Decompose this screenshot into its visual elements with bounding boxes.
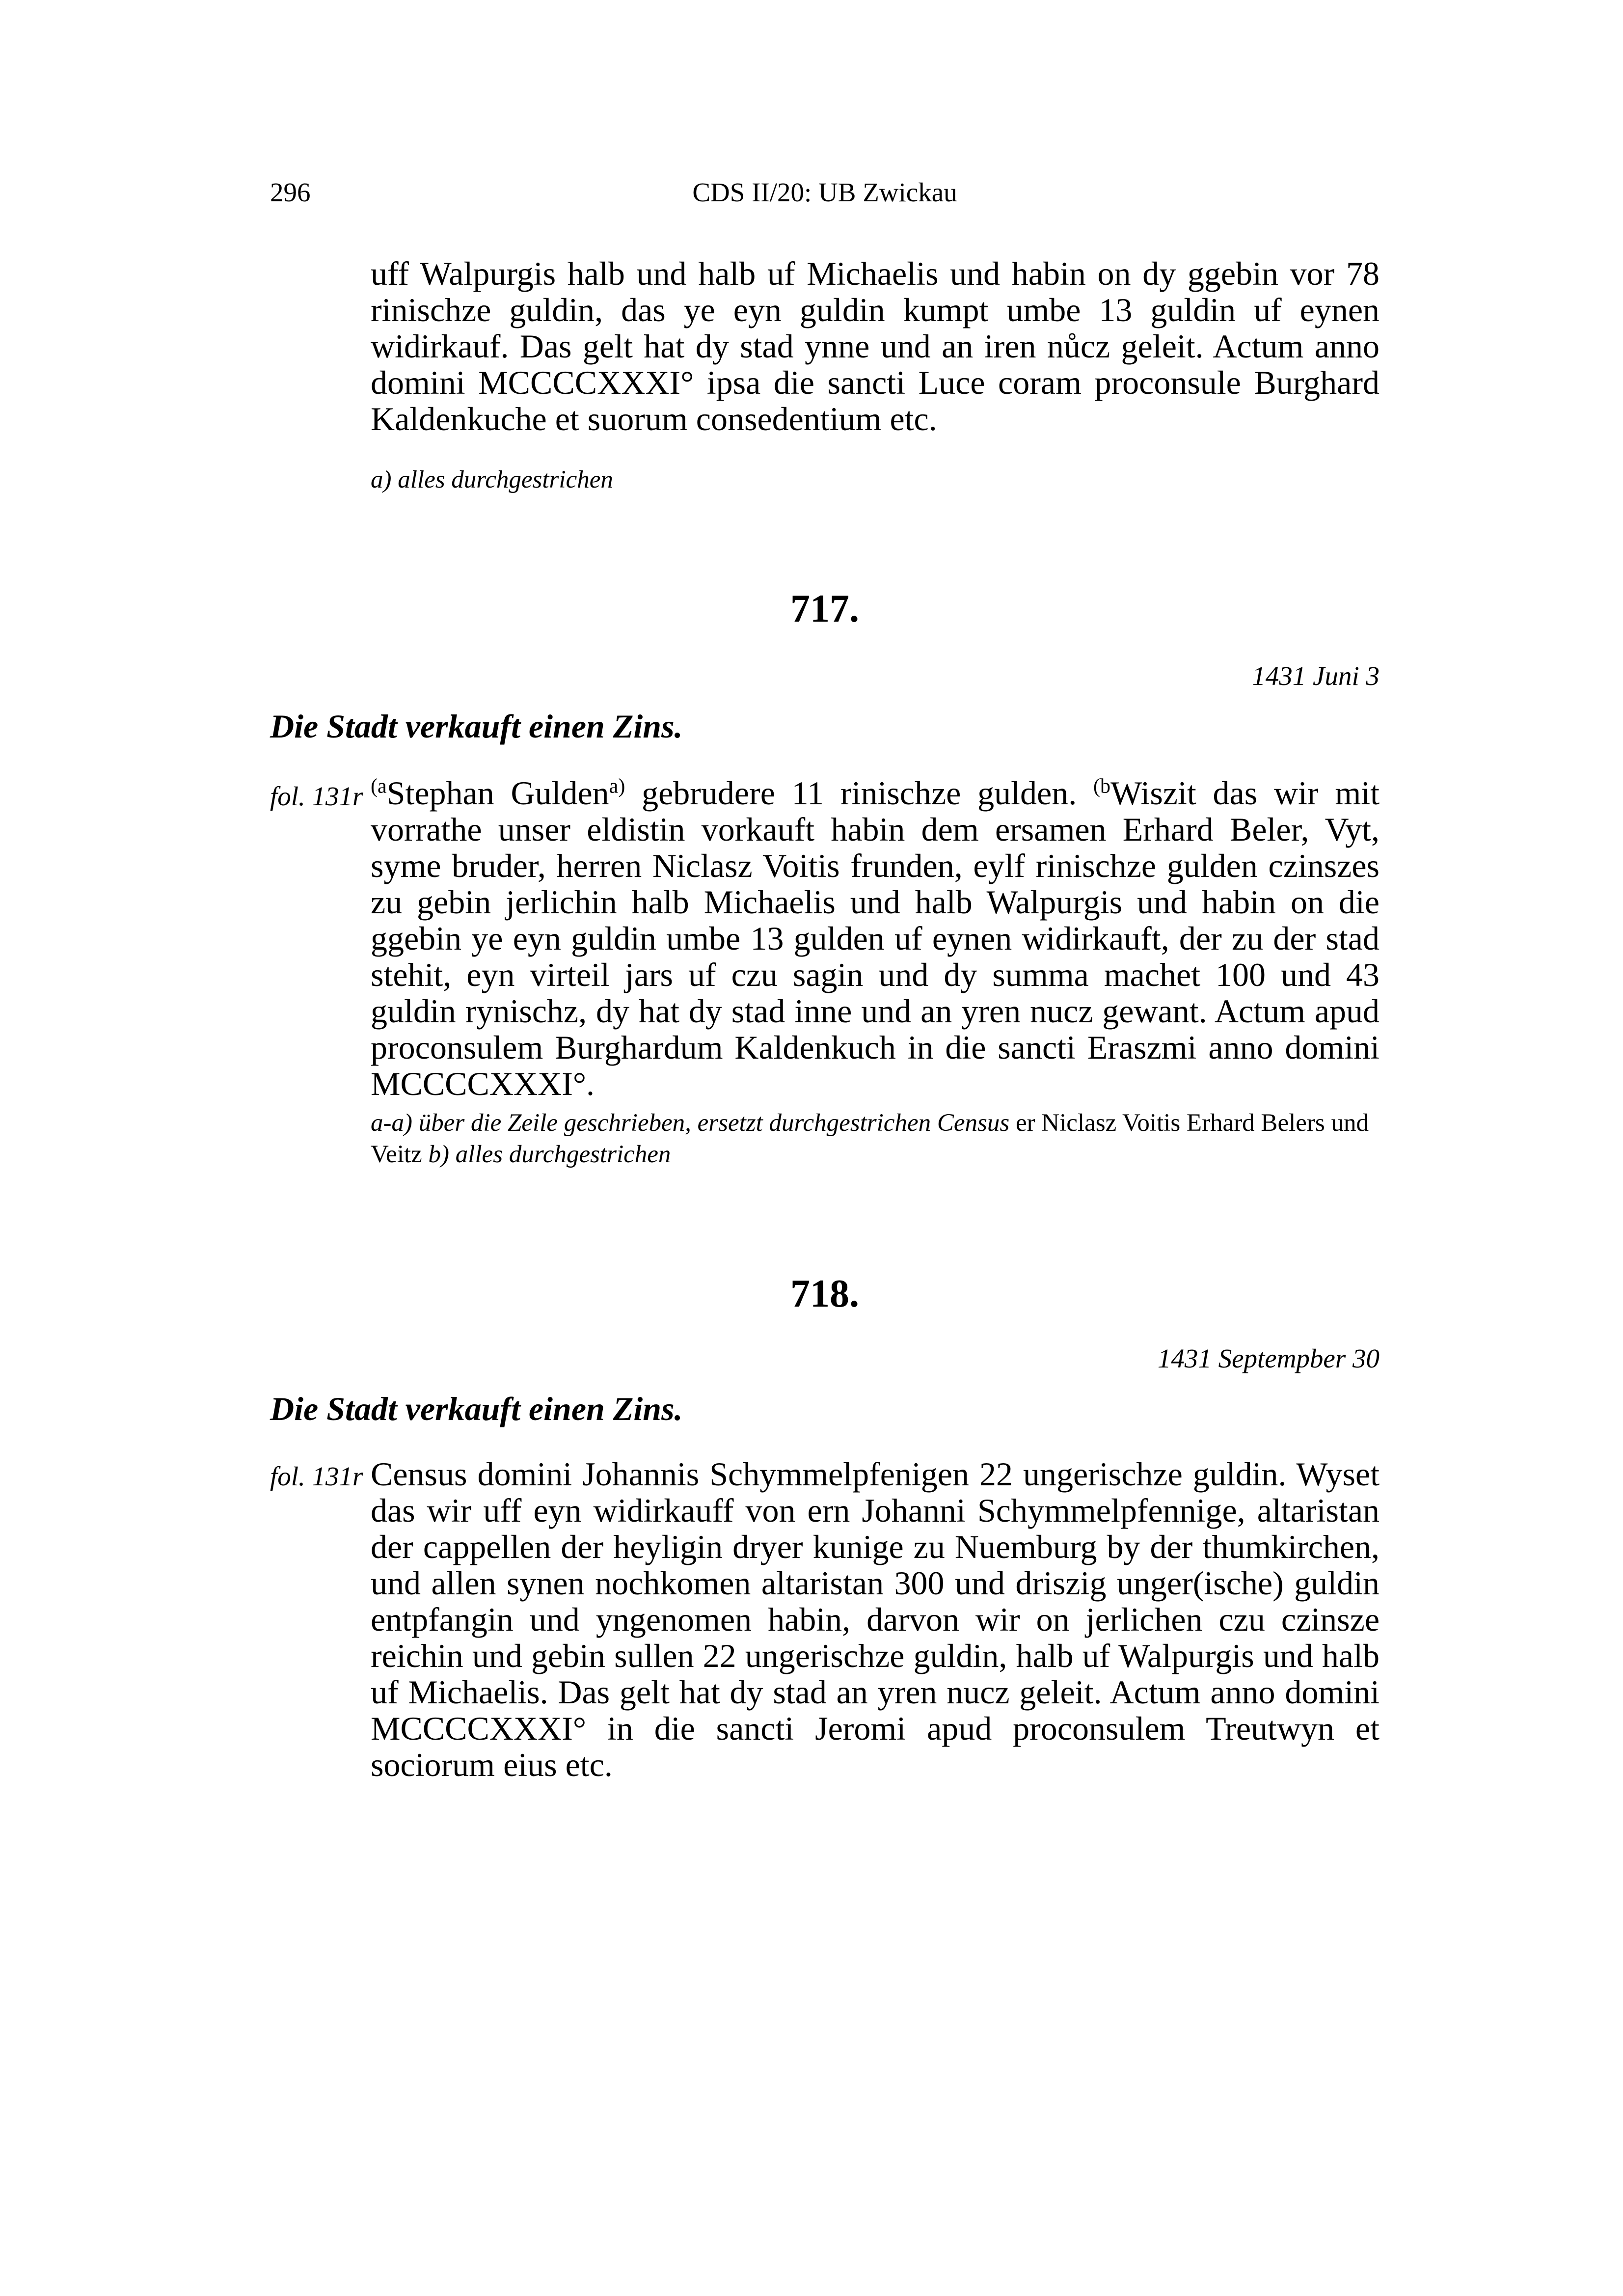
folio-reference-718: fol. 131r — [270, 1461, 363, 1491]
footnote-marker-a-open: (a — [371, 775, 387, 798]
document-number-717: 717. — [790, 587, 859, 630]
footnote-717-part3: b) alles durchgestrichen — [428, 1141, 671, 1168]
footnote-marker-b-open: (b — [1093, 775, 1110, 798]
page-header — [270, 177, 1380, 216]
document-text-717-part2: Wiszit das wir mit vorrathe unser eldistin vorkauft habin dem ersamen Erhard Beler, Vyt, syme bruder, herren Niclasz Voitis frunden, eylf rinischze gulden czinszes zu gebin jerlichin halb Michaelis und halb Walpurgis und habin on die ggebin ye eyn guldin umbe 13 gulden uf eynen widirkauft, der zu der stad stehit, eyn virteil jars uf czu sagin und dy summa machet 100 und 43 guldin rynischz, dy hat dy stad inne und an yren nucz gewant. Actum apud proconsulem Burghardum Kaldenkuch in die sancti Eraszmi anno domini MCCCCXXXI°. — [371, 774, 1380, 1102]
footnotes-717 — [371, 1107, 1380, 1170]
footnote-717-part1: a-a) über die Zeile geschrieben, ersetzt durchgestrichen Census — [371, 1109, 1010, 1137]
document-text-717 — [371, 775, 1380, 1102]
footnote-717-part2: er Niclasz Voitis Erhard Belers und Veitz — [371, 1109, 1369, 1168]
folio-reference-717: fol. 131r — [270, 781, 363, 811]
document-text-717-part1: gebrudere 11 rinischze gulden. — [625, 774, 1093, 812]
running-title: CDS II/20: UB Zwickau — [692, 177, 957, 207]
continuation-footnote — [371, 464, 1380, 495]
page-number: 296 — [270, 177, 311, 207]
document-title-717: Die Stadt verkauft einen Zins. — [270, 708, 683, 745]
footnote-marker-a-close: a) — [609, 775, 625, 798]
title-name-717: Stephan Gulden — [386, 774, 609, 812]
document-text-718: Census domini Johannis Schymmelpfenigen 22 ungerischze guldin. Wyset das wir uff eyn widirkauff von ern Johanni Schymmelpfennige, altaristan der cappellen der heyligin dryer kunige zu Nuemburg by der thumkirchen, und allen synen nochkomen altaristan 300 und driszig unger(ische) guldin entpfangin und yngenomen habin, darvon wir on jerlichen czu czinsze reichin und gebin sullen 22 ungerischze guldin, halb uf Walpurgis und halb uf Michaelis. Das gelt hat dy stad an yren nucz geleit. Actum anno domini MCCCCXXXI° in die sancti Jeromi apud proconsulem Treutwyn et sociorum eius etc. — [371, 1455, 1380, 1783]
document-text-block-717 — [371, 775, 1380, 1102]
continuation-text-block — [371, 255, 1380, 437]
document-number-718: 718. — [790, 1272, 859, 1315]
document-date-718: 1431 Septempber 30 — [1157, 1343, 1380, 1373]
continuation-text: uff Walpurgis halb und halb uf Michaelis und habin on dy ggebin vor 78 rinischze guldin, das ye eyn guldin kumpt umbe 13 guldin uf eynen widirkauf. Das gelt hat dy stad ynne und an iren nůcz geleit. Actum anno domini MCCCCXXXI° ipsa die sancti Luce coram proconsule Burghard Kaldenkuche et suorum consedentium etc. — [371, 255, 1380, 437]
document-date-717: 1431 Juni 3 — [1252, 661, 1380, 691]
document-title-718: Die Stadt verkauft einen Zins. — [270, 1390, 683, 1427]
continuation-footnote-text: a) alles durchgestrichen — [371, 466, 613, 493]
document-text-block-718 — [371, 1456, 1380, 1783]
